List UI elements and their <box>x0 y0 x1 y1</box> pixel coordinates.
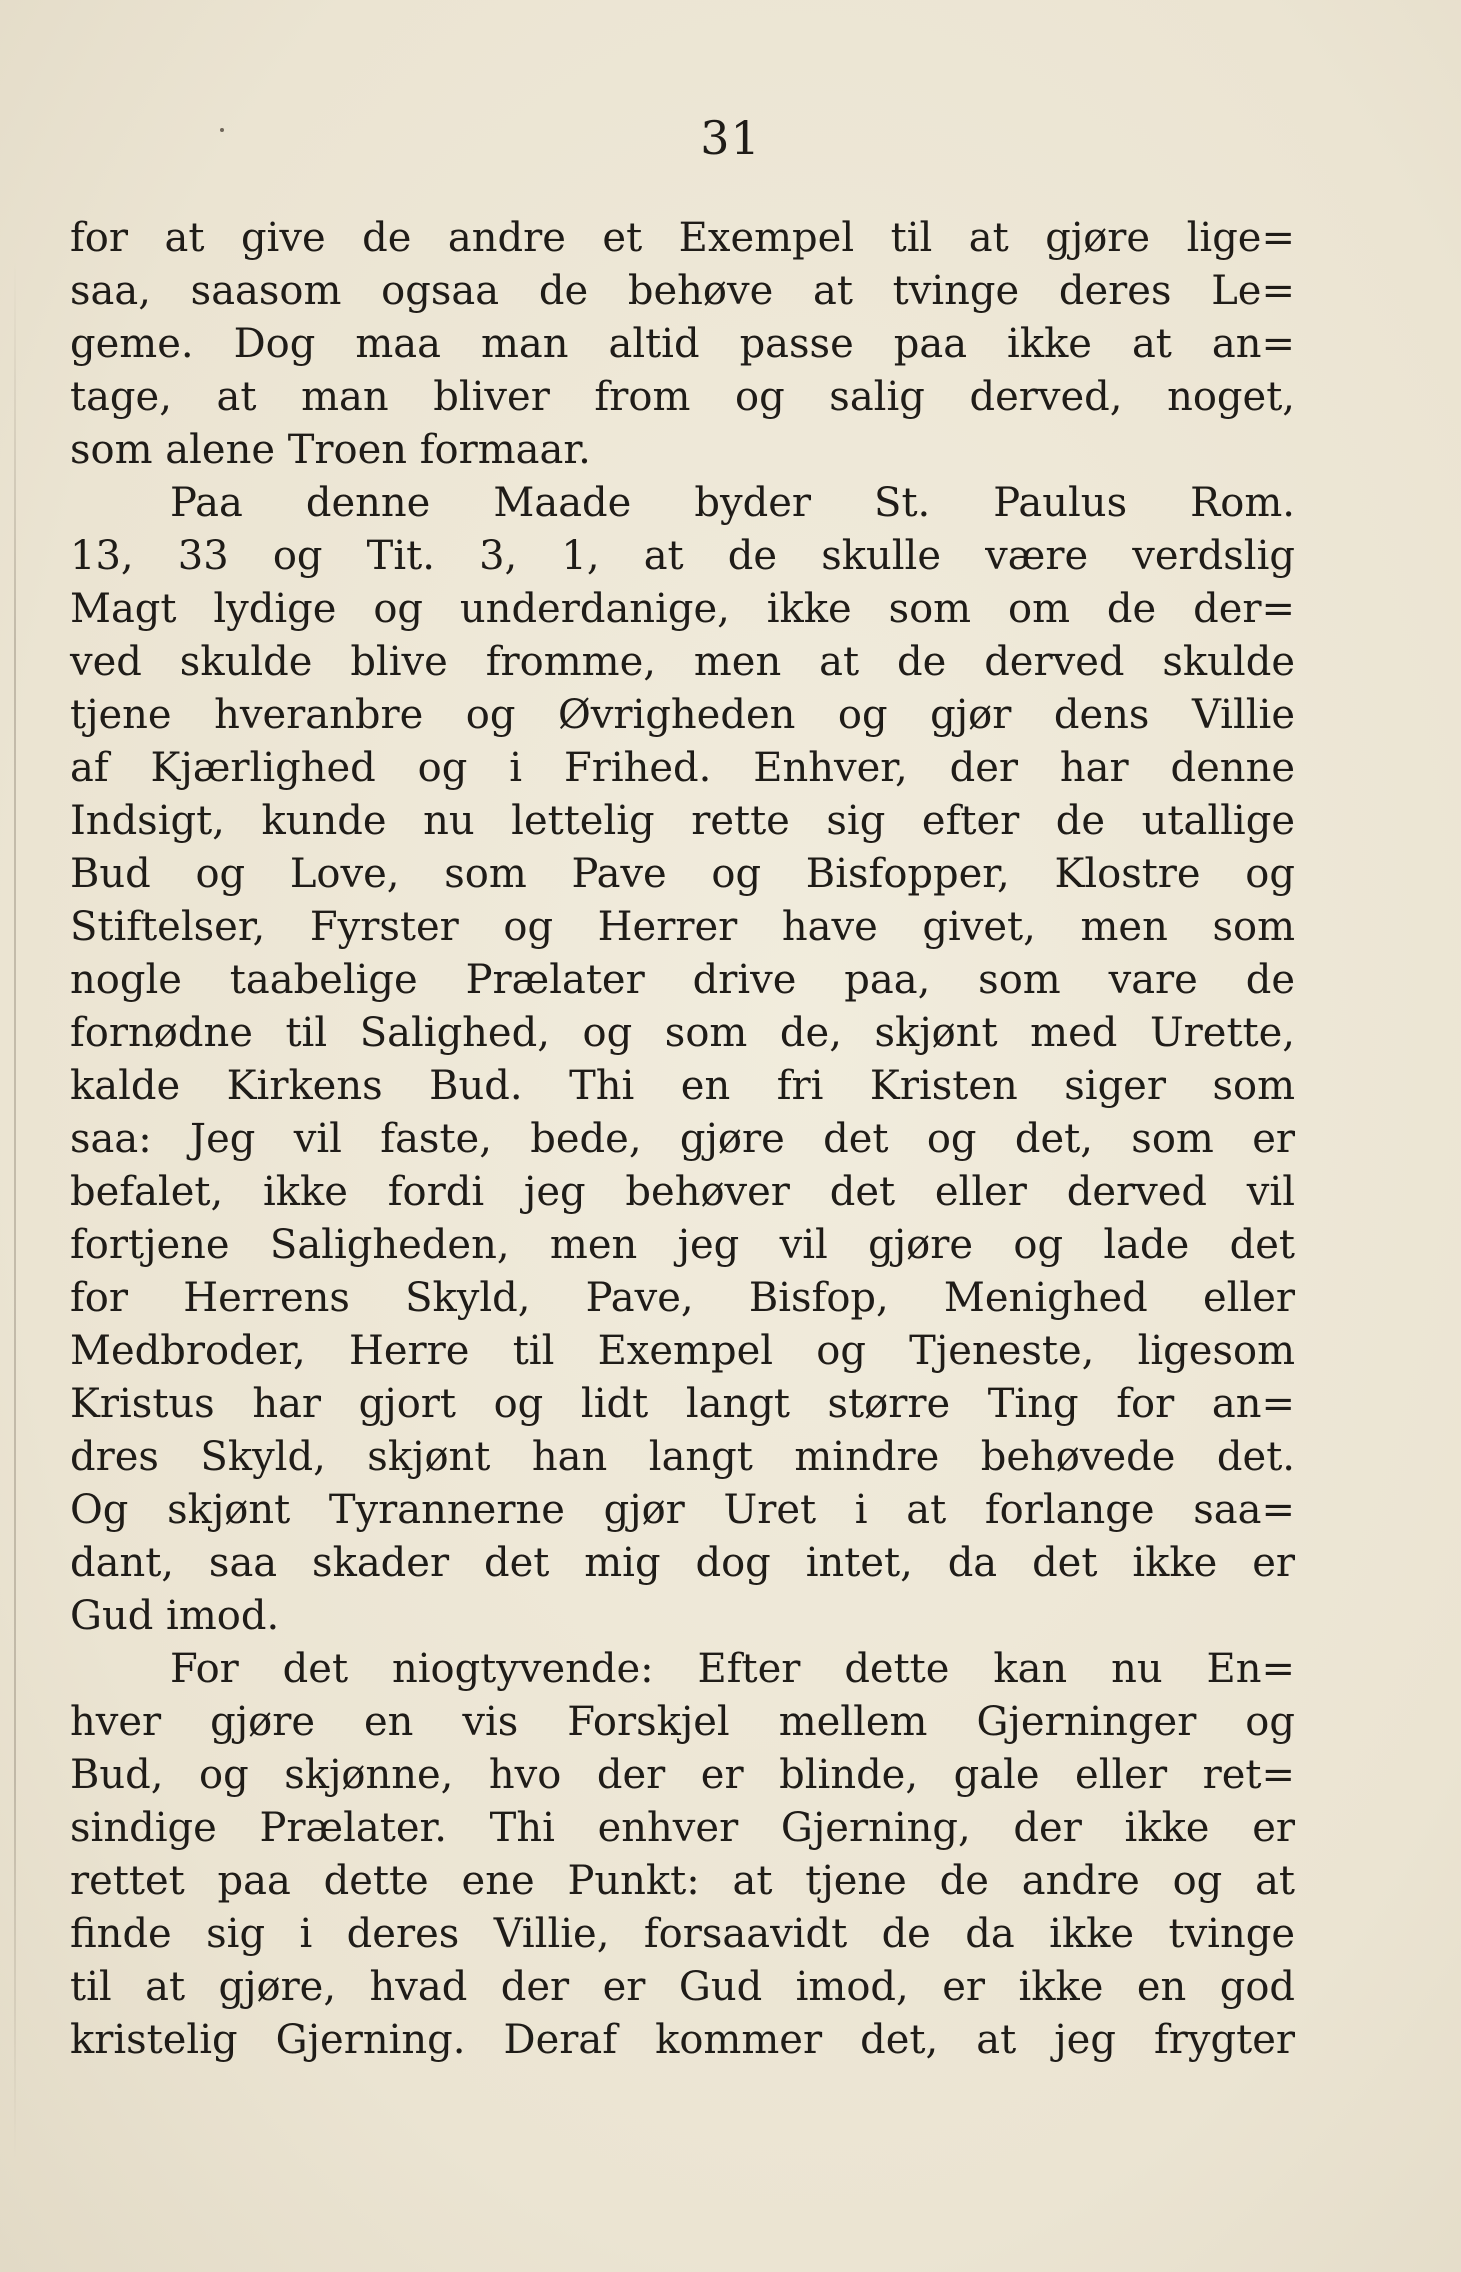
text-line: fortjene Saligheden, men jeg vil gjøre og lade det <box>70 1222 1295 1268</box>
body-text <box>70 212 1295 2067</box>
text-line: Kristus har gjort og lidt langt større Ting for an= <box>70 1381 1295 1427</box>
text-line: nogle taabelige Prælater drive paa, som vare de <box>70 957 1295 1003</box>
text-line: Indsigt, kunde nu lettelig rette sig efter de utallige <box>70 798 1295 844</box>
text-line: tjene hveranbre og Øvrigheden og gjør dens Villie <box>70 692 1295 738</box>
text-line: som alene Troen formaar. <box>70 427 591 473</box>
text-line: kalde Kirkens Bud. Thi en fri Kristen siger som <box>70 1063 1295 1109</box>
text-line: 13, 33 og Tit. 3, 1, at de skulle være verdslig <box>70 533 1295 579</box>
text-line: rettet paa dette ene Punkt: at tjene de andre og at <box>70 1858 1295 1904</box>
text-line: Og skjønt Tyrannerne gjør Uret i at forlange saa= <box>70 1487 1295 1533</box>
text-line: saa, saasom ogsaa de behøve at tvinge deres Le= <box>70 268 1295 314</box>
text-line: dant, saa skader det mig dog intet, da det ikke er <box>70 1540 1295 1586</box>
text-line: sindige Prælater. Thi enhver Gjerning, der ikke er <box>70 1805 1295 1851</box>
text-line: Stiftelser, Fyrster og Herrer have givet, men som <box>70 904 1295 950</box>
text-line: saa: Jeg vil faste, bede, gjøre det og det, som er <box>70 1116 1295 1162</box>
text-line: tage, at man bliver from og salig derved, noget, <box>70 374 1295 420</box>
text-line: geme. Dog maa man altid passe paa ikke at an= <box>70 321 1295 367</box>
text-line: finde sig i deres Villie, forsaavidt de da ikke tvinge <box>70 1911 1295 1957</box>
text-line: Magt lydige og underdanige, ikke som om de der= <box>70 586 1295 632</box>
text-line: Paa denne Maade byder St. Paulus Rom. <box>170 480 1295 526</box>
text-line: Bud, og skjønne, hvo der er blinde, gale eller ret= <box>70 1752 1295 1798</box>
text-line: kristelig Gjerning. Deraf kommer det, at jeg frygter <box>70 2017 1295 2063</box>
text-line: for Herrens Skyld, Pave, Bisfop, Menighed eller <box>70 1275 1295 1321</box>
text-line: dres Skyld, skjønt han langt mindre behøvede det. <box>70 1434 1295 1480</box>
text-line: fornødne til Salighed, og som de, skjønt med Urette, <box>70 1010 1295 1056</box>
page-number: 31 <box>700 111 761 165</box>
text-line: befalet, ikke fordi jeg behøver det eller derved vil <box>70 1169 1295 1215</box>
text-line: af Kjærlighed og i Frihed. Enhver, der har denne <box>70 745 1295 791</box>
text-line: hver gjøre en vis Forskjel mellem Gjerninger og <box>70 1699 1295 1745</box>
text-line: Gud imod. <box>70 1593 280 1639</box>
text-line: for at give de andre et Exempel til at gjøre lige= <box>70 215 1295 261</box>
text-line: til at gjøre, hvad der er Gud imod, er ikke en god <box>70 1964 1295 2010</box>
text-line: ved skulde blive fromme, men at de derved skulde <box>70 639 1295 685</box>
text-line: Bud og Love, som Pave og Bisfopper, Klostre og <box>70 851 1295 897</box>
text-line: For det niogtyvende: Efter dette kan nu En= <box>170 1646 1295 1692</box>
text-line: Medbroder, Herre til Exempel og Tjeneste, ligesom <box>70 1328 1295 1374</box>
page-gutter-shadow <box>14 260 16 2160</box>
